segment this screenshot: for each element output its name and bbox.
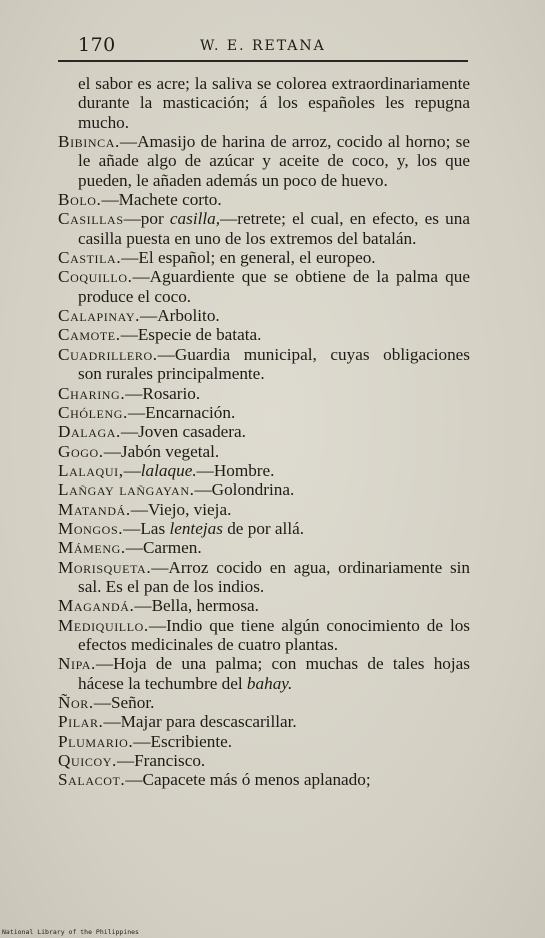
entry-term: Plumario. — [58, 731, 134, 751]
entry-term: Matandá. — [58, 499, 131, 519]
entry-definition: —El español; en general, el europeo. — [121, 248, 376, 268]
entry-term: Mediquillo. — [58, 615, 149, 635]
glossary-entry — [58, 345, 470, 384]
glossary-entry — [58, 384, 470, 403]
entry-term: Ñor. — [58, 693, 94, 712]
entry-definition: —Aguardiente que se obtiene de la palma que produce el coco. — [78, 267, 470, 306]
glossary-entry — [58, 596, 470, 615]
entry-definition: —Jabón vegetal. — [103, 441, 220, 461]
glossary-entries — [58, 132, 470, 790]
entry-prefix: — — [123, 460, 141, 480]
glossary-entry — [58, 461, 470, 480]
entry-term: Bibinca. — [58, 132, 120, 152]
glossary-text — [58, 74, 470, 790]
running-head: W. E. RETANA — [200, 38, 326, 54]
entry-definition: —Arroz cocido en agua, ordinariamente sin sal. Es el pan de los indios. — [78, 557, 470, 596]
glossary-entry — [58, 558, 470, 597]
entry-italic: lentejas — [169, 518, 223, 538]
entry-definition: —Joven casadera. — [120, 422, 246, 442]
glossary-entry — [58, 770, 470, 789]
entry-definition: —Hombre. — [196, 460, 275, 480]
entry-term: Dalaga. — [58, 422, 121, 442]
entry-definition: —Especie de batata. — [120, 325, 262, 345]
entry-term: Morisqueta. — [58, 557, 152, 577]
entry-term: Chóleng. — [58, 402, 128, 422]
glossary-entry — [58, 190, 470, 209]
entry-definition: de por allá. — [222, 518, 305, 538]
glossary-entry — [58, 306, 470, 325]
entry-definition: —Señor. — [93, 693, 155, 712]
entry-definition: —Arbolito. — [140, 306, 220, 326]
glossary-entry — [58, 422, 470, 441]
entry-term: Casillas — [58, 209, 124, 229]
entry-definition: —Rosario. — [125, 383, 201, 403]
entry-definition: —Viejo, vieja. — [130, 499, 232, 519]
continuation-paragraph: el sabor es acre; la saliva se colorea extraordinariamente durante la masticación; á los españoles les repugna mucho. — [78, 74, 470, 132]
page-number: 170 — [78, 34, 116, 56]
entry-term: Cuadrillero. — [58, 344, 158, 364]
glossary-entry — [58, 500, 470, 519]
glossary-entry — [58, 403, 470, 422]
entry-prefix: —por — [123, 209, 170, 229]
entry-definition: —Carmen. — [125, 538, 202, 558]
entry-term: Magandá. — [58, 596, 135, 616]
glossary-entry — [58, 751, 470, 770]
entry-definition: —Francisco. — [116, 751, 206, 771]
entry-term: Mongos. — [58, 518, 124, 538]
entry-definition: —Golondrina. — [194, 480, 295, 500]
entry-definition: —Indio que tiene algún conocimiento de los efectos medicinales de cuatro plantas. — [78, 615, 470, 654]
entry-definition: —Amasijo de harina de arroz, cocido al horno; se le añade algo de azúcar y aceite de coco, y, los que pueden, le añaden además un poco de huevo. — [78, 132, 470, 190]
entry-term: Lañgay lañgayan. — [58, 480, 195, 500]
entry-definition: —Encarnación. — [127, 402, 236, 422]
entry-term: Bolo. — [58, 190, 102, 210]
entry-term: Mámeng. — [58, 538, 126, 558]
entry-prefix: —Las — [123, 518, 170, 538]
entry-term: Castila. — [58, 248, 122, 268]
entry-term: Quicoy. — [58, 751, 117, 771]
entry-term: Charing. — [58, 383, 126, 403]
glossary-entry — [58, 248, 470, 267]
glossary-entry — [58, 519, 470, 538]
glossary-entry — [58, 132, 470, 190]
glossary-entry — [58, 616, 470, 655]
entry-italic: casilla, — [169, 209, 221, 229]
page-header — [58, 30, 468, 60]
glossary-entry — [58, 712, 470, 731]
entry-definition: —Majar para descascarillar. — [103, 712, 297, 732]
entry-term: Nipa. — [58, 654, 96, 674]
entry-term: Calapinay. — [58, 306, 140, 326]
entry-italic: bahay. — [246, 673, 293, 693]
entry-term: Coquillo. — [58, 267, 133, 287]
entry-definition: —retrete; el cual, en efecto, es una casilla puesta en uno de los extremos del batalán. — [78, 209, 470, 248]
entry-term: Pilar. — [58, 712, 104, 732]
entry-definition: —Capacete más ó menos aplanado; — [125, 770, 371, 790]
glossary-entry — [58, 442, 470, 461]
entry-term: Lalaqui, — [58, 460, 124, 480]
glossary-entry — [58, 654, 470, 693]
entry-term: Salacot. — [58, 770, 126, 790]
entry-definition: —Escribiente. — [133, 731, 233, 751]
entry-definition: —Hoja de una palma; con muchas de tales hojas hácese la techumbre del — [78, 654, 470, 693]
glossary-entry — [58, 732, 470, 751]
entry-definition: —Guardia municipal, cuyas obligaciones son rurales principalmente. — [78, 344, 470, 384]
header-rule — [58, 60, 468, 62]
entry-definition: —Bella, hermosa. — [134, 596, 259, 616]
glossary-entry — [58, 267, 470, 306]
glossary-entry — [58, 480, 470, 499]
glossary-entry — [58, 209, 470, 248]
glossary-entry — [58, 538, 470, 557]
entry-term: Camote. — [58, 325, 121, 345]
glossary-entry — [58, 325, 470, 344]
library-credit: National Library of the Philippines — [2, 928, 139, 936]
entry-definition: —Machete corto. — [101, 190, 222, 210]
entry-italic: lalaque. — [140, 460, 197, 480]
glossary-entry — [58, 693, 470, 712]
entry-term: Gogo. — [58, 441, 104, 461]
